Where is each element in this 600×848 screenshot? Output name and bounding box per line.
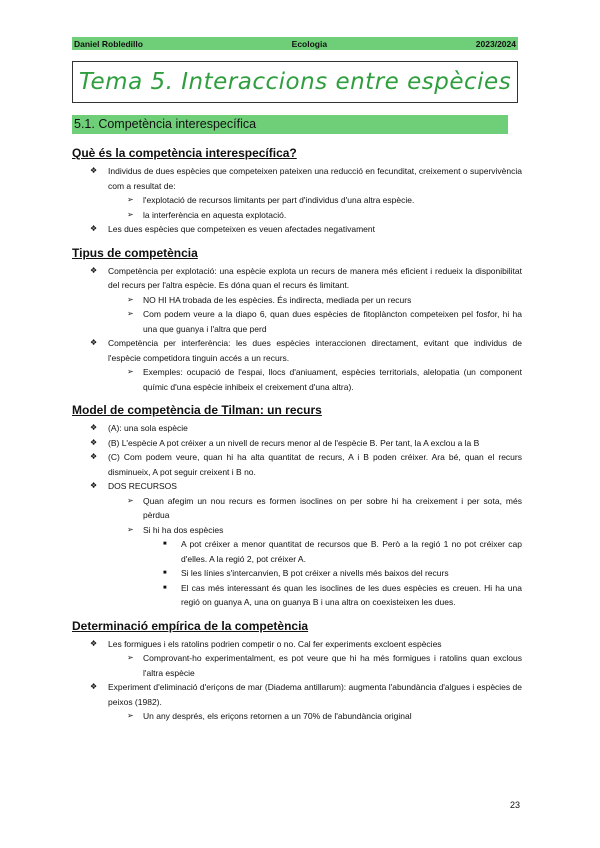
list-item-text: A pot créixer a menor quantitat de recursos que B. Però a la regió 1 no pot créixer cap d'elles. A la regió 2, pot créixer A. [181, 539, 522, 564]
bullet-icon: ❖ [90, 265, 98, 275]
list-item [72, 680, 522, 709]
list-item-text: Si les línies s'intercanvien, B pot créixer a nivells més baixos del recurs [181, 568, 449, 578]
list-item-text: Quan afegim un nou recurs es formen isoclines on per sobre hi ha creixement i per sota, més pèrdua [143, 495, 522, 520]
document-body [72, 146, 522, 724]
bullet-icon: ➢ [127, 711, 134, 720]
list-item-text: l'explotació de recursos limitants per part d'individus d'una altra espècie. [143, 195, 415, 205]
page-header [72, 37, 518, 50]
list-item [72, 479, 522, 494]
list-item [72, 537, 522, 566]
subsection-heading: Model de competència de Tilman: un recurs [72, 403, 322, 417]
list-item [72, 264, 522, 293]
list-item [72, 365, 522, 394]
bullet-icon: ❖ [90, 481, 98, 490]
page-number: 23 [510, 800, 521, 810]
list-item [72, 307, 522, 336]
list-item-text: Competència per interferència: les dues espècies interaccionen directament, evitant que individus de l'espècie competidora tinguin accés a un recurs. [108, 338, 522, 363]
bullet-icon: ❖ [90, 682, 98, 691]
bullet-icon: ➢ [127, 367, 134, 376]
list-item-text: Com podem veure a la diapo 6, quan dues espècies de fitoplàncton competeixen pel fosfor, hi ha una que guanya i l'altra que perd [143, 309, 522, 334]
list-item [72, 193, 522, 208]
section-heading: 5.1. Competència interespecífica [72, 115, 508, 134]
list-item [72, 581, 522, 610]
bullet-icon: ■ [163, 584, 167, 591]
subsection-heading: Determinació empírica de la competència [72, 618, 309, 633]
list-item [72, 164, 522, 193]
list-item-text: (B) L'espècie A pot créixer a un nivell de recurs menor al de l'espècie B. Per tant, la A exclou a la B [108, 437, 480, 448]
list-item-text: Si hi ha dos espècies [143, 524, 224, 535]
list-item [72, 450, 522, 479]
list-item [72, 208, 522, 223]
bullet-icon: ➢ [127, 495, 134, 505]
list-item-text: Individus de dues espècies que competeixen pateixen una reducció en fecunditat, creixement o supervivència com a resultat de: [108, 166, 522, 191]
list-item-text: DOS RECURSOS [108, 481, 177, 491]
list-item-text: Les formigues i els ratolins podrien competir o no. Cal fer experiments excloent espècies [108, 638, 442, 649]
list-item [72, 494, 522, 523]
subsection-heading: Tipus de competència [72, 245, 198, 260]
list-item-text: Experiment d'eliminació d'eriçons de mar (Diadema antillarum): augmenta l'abundància d'algues i espècies de peixos (1982). [108, 682, 522, 707]
list-item [72, 436, 522, 451]
bullet-icon: ➢ [127, 524, 134, 534]
header-subject: Ecologia [291, 38, 328, 49]
list-item [72, 336, 522, 365]
bullet-icon: ■ [163, 570, 167, 576]
header-author: Daniel Robledillo [74, 38, 143, 49]
list-item [72, 637, 522, 652]
header-year: 2023/2024 [475, 38, 516, 49]
list-item [72, 222, 522, 237]
bullet-icon: ❖ [90, 423, 98, 432]
bullet-icon: ➢ [127, 294, 134, 304]
list-item-text: (C) Com podem veure, quan hi ha alta quantitat de recurs, A i B poden créixer. Ara bé, quan el recurs disminueix, A pot seguir creixent i B no. [108, 452, 522, 477]
list-item-text: (A): una sola espècie [108, 423, 188, 433]
list-item-text: Les dues espècies que competeixen es veuen afectades negativament [108, 224, 375, 234]
subsection-heading: Què és la competència interespecífica? [72, 146, 297, 160]
bullet-icon: ❖ [90, 452, 98, 461]
bullet-icon: ❖ [90, 166, 98, 175]
list-item-text: NO HI HA trobada de les espècies. És indirecta, mediada per un recurs [143, 294, 412, 305]
list-item [72, 293, 522, 308]
chapter-title-box [72, 61, 518, 103]
chapter-title: Tema 5. Interaccions entre espècies [78, 69, 512, 95]
list-item-text: Exemples: ocupació de l'espai, llocs d'aniuament, espècies territorials, alelopatia (un component químic d'una espècie inhibeix el creixement d'una altra). [143, 367, 522, 392]
list-item-text: Comprovant-ho experimentalment, es pot veure que hi ha més formigues i ratolins quan exclous l'altra espècie [143, 653, 522, 678]
list-item [72, 421, 522, 436]
bullet-icon: ➢ [127, 309, 134, 318]
bullet-icon: ❖ [90, 338, 98, 347]
list-item-text: El cas més interessant és quan les isoclines de les dues espècies es creuen. Hi ha una regió on guanya A, una on guanya B i una altra on coexisteixen les dues. [181, 582, 522, 607]
bullet-icon: ❖ [90, 437, 98, 447]
list-item [72, 651, 522, 680]
list-item [72, 566, 522, 581]
bullet-icon: ➢ [127, 653, 134, 662]
bullet-icon: ➢ [127, 209, 134, 219]
list-item [72, 709, 522, 724]
bullet-icon: ❖ [90, 224, 98, 233]
bullet-icon: ■ [163, 541, 167, 547]
list-item-text: la interferència en aquesta explotació. [143, 209, 287, 220]
bullet-icon: ❖ [90, 638, 98, 648]
list-item-text: Un any després, els eriçons retornen a un 70% de l'abundància original [143, 711, 412, 721]
bullet-icon: ➢ [127, 195, 134, 204]
list-item [72, 523, 522, 538]
list-item-text: Competència per explotació: una espècie explota un recurs de manera més eficient i redueix la disponibilitat del recurs per l'altra espècie. Es dóna quan el recurs és limitant. [108, 265, 522, 290]
